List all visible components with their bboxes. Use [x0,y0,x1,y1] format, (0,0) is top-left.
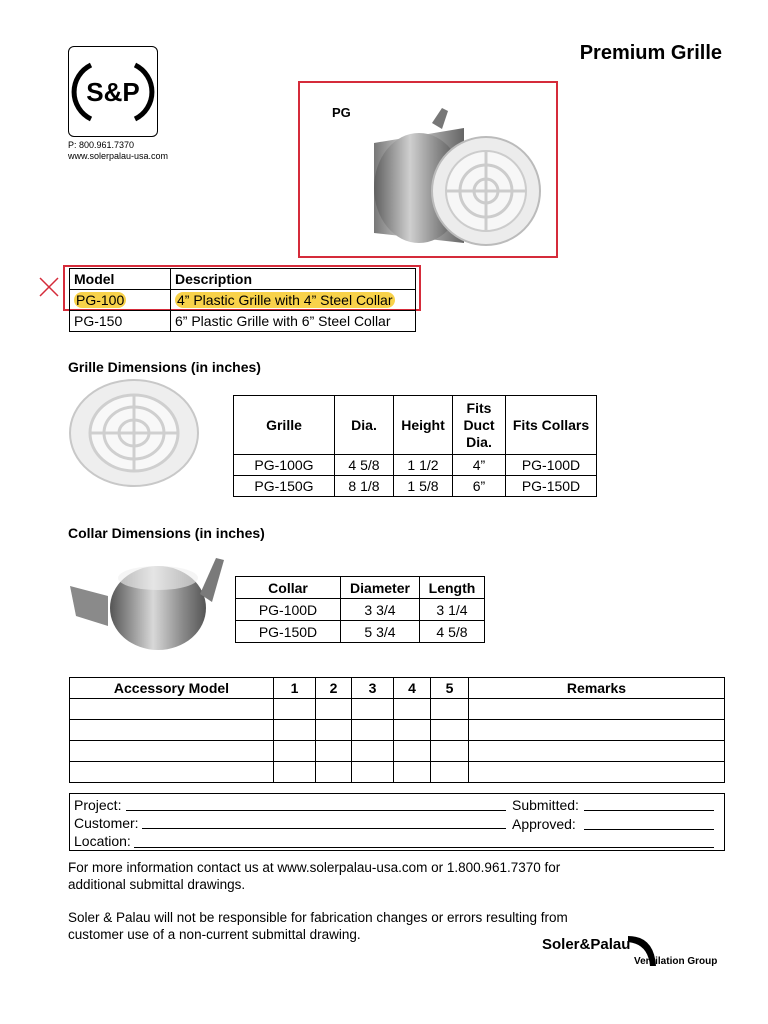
remarks-header: Remarks [469,678,725,699]
collar-section-title: Collar Dimensions (in inches) [68,525,265,541]
info-text: For more information contact us at www.solerpalau-usa.com or 1.800.961.7370 for additional submittal drawings. [68,860,561,892]
collar-cell: PG-100D [236,599,341,621]
customer-field[interactable] [142,828,506,829]
product-photo-frame [298,81,558,258]
svg-text:S&P: S&P [86,77,140,107]
collar-photo [68,556,228,654]
fits-collars-header: Fits Collars [506,396,597,455]
diameter-cell: 3 3/4 [341,599,420,621]
collar-cell: PG-150D [506,476,597,497]
annotation-x-icon [38,276,60,298]
col-2-header: 2 [316,678,352,699]
collar-cell: PG-100D [506,455,597,476]
col-3-header: 3 [352,678,394,699]
length-header: Length [420,577,485,599]
project-field[interactable] [126,810,506,811]
length-cell: 3 1/4 [420,599,485,621]
height-cell: 1 5/8 [394,476,453,497]
photo-label: PG [332,105,351,120]
submitted-label: Submitted: [512,797,579,813]
table-row[interactable] [70,741,725,762]
diameter-header: Diameter [341,577,420,599]
grille-photo [68,378,200,488]
length-cell: 4 5/8 [420,621,485,643]
approved-label: Approved: [512,816,576,832]
grille-collar-photo [324,103,544,253]
project-form [69,793,725,851]
grille-header: Grille [234,396,335,455]
model-cell: PG-100 [76,292,125,308]
sp-logo-icon [69,47,157,136]
col-4-header: 4 [394,678,431,699]
col-5-header: 5 [431,678,469,699]
description-cell: 6” Plastic Grille with 6” Steel Collar [171,311,416,332]
table-row[interactable] [70,762,725,783]
phone-text: P: 800.961.7370 [68,140,135,150]
model-table [69,268,416,332]
grille-cell: PG-150G [234,476,335,497]
table-row[interactable] [70,699,725,720]
table-row[interactable] [70,720,725,741]
description-cell: 4” Plastic Grille with 4” Steel Collar [177,292,393,308]
submitted-field[interactable] [584,810,714,811]
website-text: www.solerpalau-usa.com [68,151,169,161]
dia-header: Dia. [335,396,394,455]
table-row [236,599,485,621]
grille-dimensions-table [233,395,597,497]
diameter-cell: 5 3/4 [341,621,420,643]
collar-dimensions-table [235,576,485,643]
brand-name: Soler&Palau [542,936,631,953]
location-label: Location: [74,833,131,849]
accessory-table [69,677,725,783]
table-row [70,311,416,332]
grille-cell: PG-100G [234,455,335,476]
grille-section-title: Grille Dimensions (in inches) [68,359,261,375]
description-header: Description [171,269,416,290]
brand-logo [540,932,730,977]
collar-cell: PG-150D [236,621,341,643]
brand-tagline: Ventilation Group [634,956,718,967]
contact-info [68,140,168,162]
accessory-model-header: Accessory Model [70,678,274,699]
table-row [236,621,485,643]
collar-header: Collar [236,577,341,599]
approved-field[interactable] [584,829,714,830]
height-header: Height [394,396,453,455]
fits-duct-header: Fits Duct Dia. [453,396,506,455]
model-header: Model [70,269,171,290]
col-1-header: 1 [274,678,316,699]
table-row [70,290,416,311]
duct-cell: 4” [453,455,506,476]
location-field[interactable] [134,847,714,848]
table-row [234,476,597,497]
disclaimer-text: Soler & Palau will not be responsible for fabrication changes or errors resulting from customer use of a non-current submittal drawing. [68,910,568,942]
customer-label: Customer: [74,815,139,831]
page-title: Premium Grille [579,42,722,64]
company-logo [68,46,158,137]
dia-cell: 8 1/8 [335,476,394,497]
model-cell: PG-150 [70,311,171,332]
height-cell: 1 1/2 [394,455,453,476]
project-label: Project: [74,797,122,813]
table-row [234,455,597,476]
duct-cell: 6” [453,476,506,497]
dia-cell: 4 5/8 [335,455,394,476]
